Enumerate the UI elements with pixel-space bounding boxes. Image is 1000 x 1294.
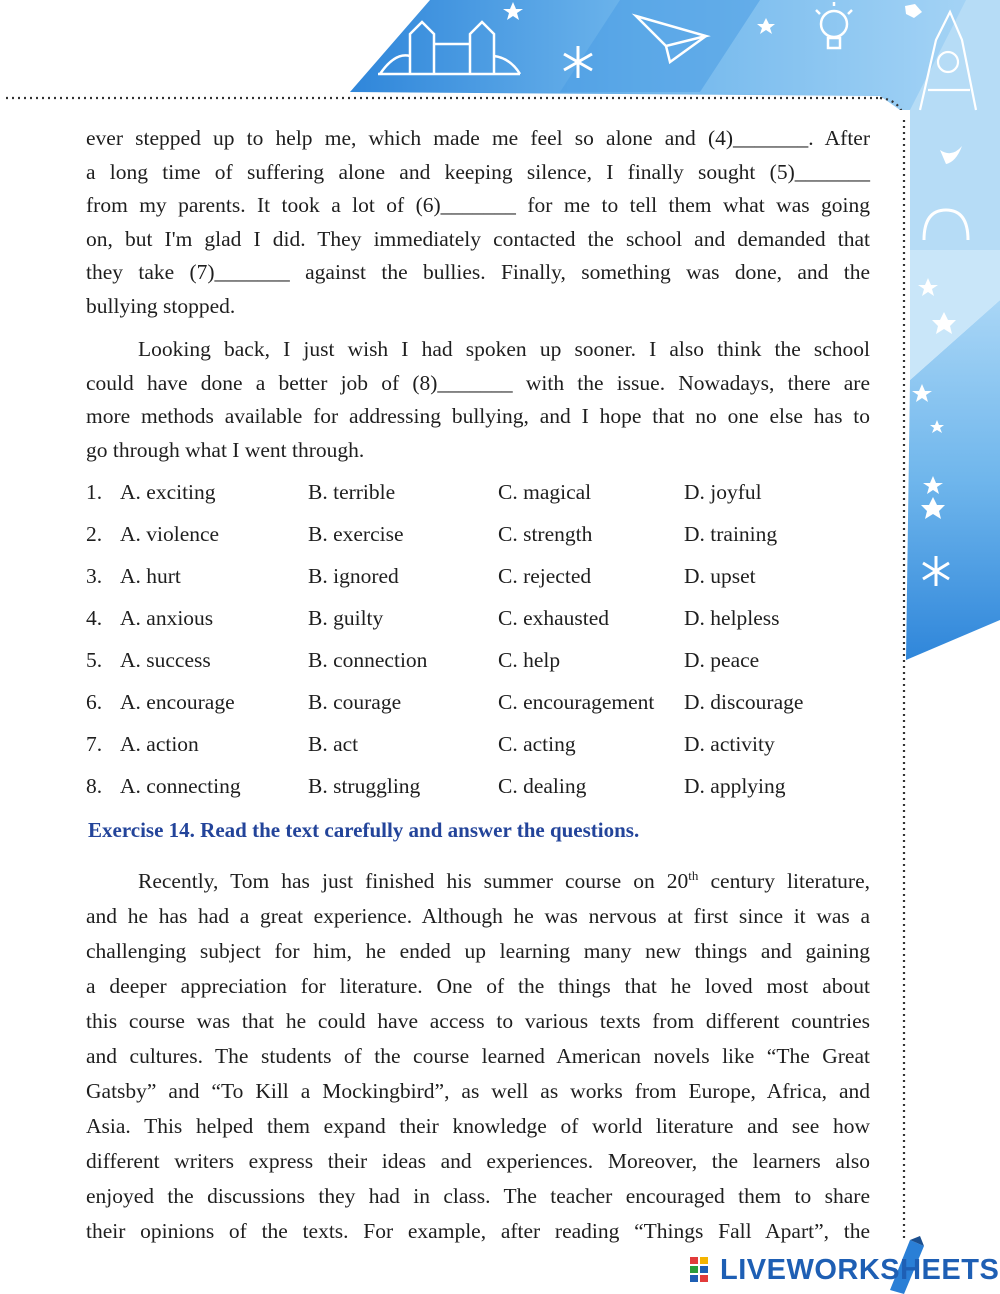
passage-line: more methods available for addressing bullying, and I hope that no one else has to — [86, 404, 870, 428]
option-b[interactable]: B. struggling — [308, 774, 421, 798]
option-d[interactable]: D. joyful — [684, 480, 762, 504]
exercise-title: Exercise 14. Read the text carefully and answer the questions. — [88, 818, 640, 842]
passage-line: this course was that he could have access to various texts from different countries — [86, 1009, 870, 1033]
passage-line: and he has had a great experience. Although he was nervous at first since it was a — [86, 904, 870, 928]
option-d[interactable]: D. upset — [684, 564, 756, 588]
option-b[interactable]: B. connection — [308, 648, 428, 672]
option-c[interactable]: C. acting — [498, 732, 576, 756]
passage-line: and cultures. The students of the course learned American novels like “The Great — [86, 1044, 870, 1068]
option-a[interactable]: A. violence — [120, 522, 220, 546]
option-c[interactable]: C. exhausted — [498, 606, 610, 630]
passage-line: ever stepped up to help me, which made me feel so alone and (4)_______. After — [86, 126, 870, 150]
option-c[interactable]: C. encouragement — [498, 690, 655, 714]
question-number: 4. — [86, 606, 103, 630]
question-row — [86, 768, 866, 804]
passage-line: Asia. This helped them expand their knowledge of world literature and see how — [86, 1114, 870, 1138]
option-a[interactable]: A. exciting — [120, 480, 216, 504]
question-number: 6. — [86, 690, 103, 714]
passage-line: their opinions of the texts. For example, after reading “Things Fall Apart”, the — [86, 1219, 870, 1243]
passage-line: enjoyed the discussions they had in class. The teacher encouraged them to share — [86, 1184, 870, 1208]
option-b[interactable]: B. courage — [308, 690, 402, 714]
option-b[interactable]: B. terrible — [308, 480, 396, 504]
superscript: th — [688, 867, 699, 883]
question-row — [86, 684, 866, 720]
option-d[interactable]: D. applying — [684, 774, 786, 798]
passage-continued — [86, 122, 870, 323]
passage-line: from my parents. It took a lot of (6)_______ for me to tell them what was going — [86, 193, 870, 217]
question-number: 5. — [86, 648, 103, 672]
question-row — [86, 474, 866, 510]
option-b[interactable]: B. ignored — [308, 564, 399, 588]
option-b[interactable]: B. exercise — [308, 522, 404, 546]
option-b[interactable]: B. guilty — [308, 606, 384, 630]
option-a[interactable]: A. hurt — [120, 564, 181, 588]
passage-line: they take (7)_______ against the bullies. Finally, something was done, and the — [86, 260, 870, 284]
option-c[interactable]: C. magical — [498, 480, 592, 504]
option-d[interactable]: D. training — [684, 522, 778, 546]
passage-line: could have done a better job of (8)_______ with the issue. Nowadays, there are — [86, 370, 870, 395]
passage-line: a long time of suffering alone and keeping silence, I finally sought (5)_______ — [86, 159, 870, 184]
option-c[interactable]: C. strength — [498, 522, 593, 546]
question-row — [86, 642, 866, 678]
option-b[interactable]: B. act — [308, 732, 359, 756]
header-decoration — [0, 0, 1000, 110]
passage-text: century literature, — [698, 869, 870, 893]
option-d[interactable]: D. peace — [684, 648, 760, 672]
question-row — [86, 558, 866, 594]
passage-line: Looking back, I just wish I had spoken up sooner. I also think the school — [138, 337, 870, 361]
question-number: 8. — [86, 774, 103, 798]
passage-line: a deeper appreciation for literature. One of the things that he loved most about — [86, 974, 870, 998]
option-c[interactable]: C. help — [498, 648, 561, 672]
passage-line — [86, 864, 870, 899]
liveworksheets-logo — [690, 1252, 999, 1288]
question-row — [86, 516, 866, 552]
option-c[interactable]: C. dealing — [498, 774, 587, 798]
passage-text: Recently, Tom has just finished his summer course on 20 — [138, 869, 689, 893]
passage-line: Gatsby” and “To Kill a Mockingbird”, as well as works from Europe, Africa, and — [86, 1079, 870, 1103]
option-c[interactable]: C. rejected — [498, 564, 592, 588]
passage-line: go through what I went through. — [86, 437, 365, 462]
option-a[interactable]: A. action — [120, 732, 199, 756]
exercise-passage — [86, 864, 870, 1249]
worksheet-grid-icon — [690, 1257, 718, 1283]
question-row — [86, 600, 866, 636]
option-a[interactable]: A. connecting — [120, 774, 241, 798]
passage-end — [86, 333, 870, 467]
passage-line: challenging subject for him, he ended up learning many new things and gaining — [86, 939, 870, 963]
passage-line: different writers express their ideas and experiences. Moreover, the learners also — [86, 1149, 870, 1173]
option-d[interactable]: D. discourage — [684, 690, 804, 714]
option-d[interactable]: D. helpless — [684, 606, 780, 630]
question-number: 2. — [86, 522, 103, 546]
passage-line: on, but I'm glad I did. They immediately contacted the school and demanded that — [86, 226, 870, 251]
brand-text: LIVEWORKSHEETS — [720, 1253, 1000, 1286]
passage-line: bullying stopped. — [86, 293, 236, 318]
question-number: 7. — [86, 732, 103, 756]
question-number: 3. — [86, 564, 103, 588]
option-a[interactable]: A. anxious — [120, 606, 214, 630]
option-d[interactable]: D. activity — [684, 732, 775, 756]
side-decoration — [880, 0, 1000, 1294]
question-number: 1. — [86, 480, 103, 504]
question-row — [86, 726, 866, 762]
option-a[interactable]: A. encourage — [120, 690, 235, 714]
option-a[interactable]: A. success — [120, 648, 211, 672]
